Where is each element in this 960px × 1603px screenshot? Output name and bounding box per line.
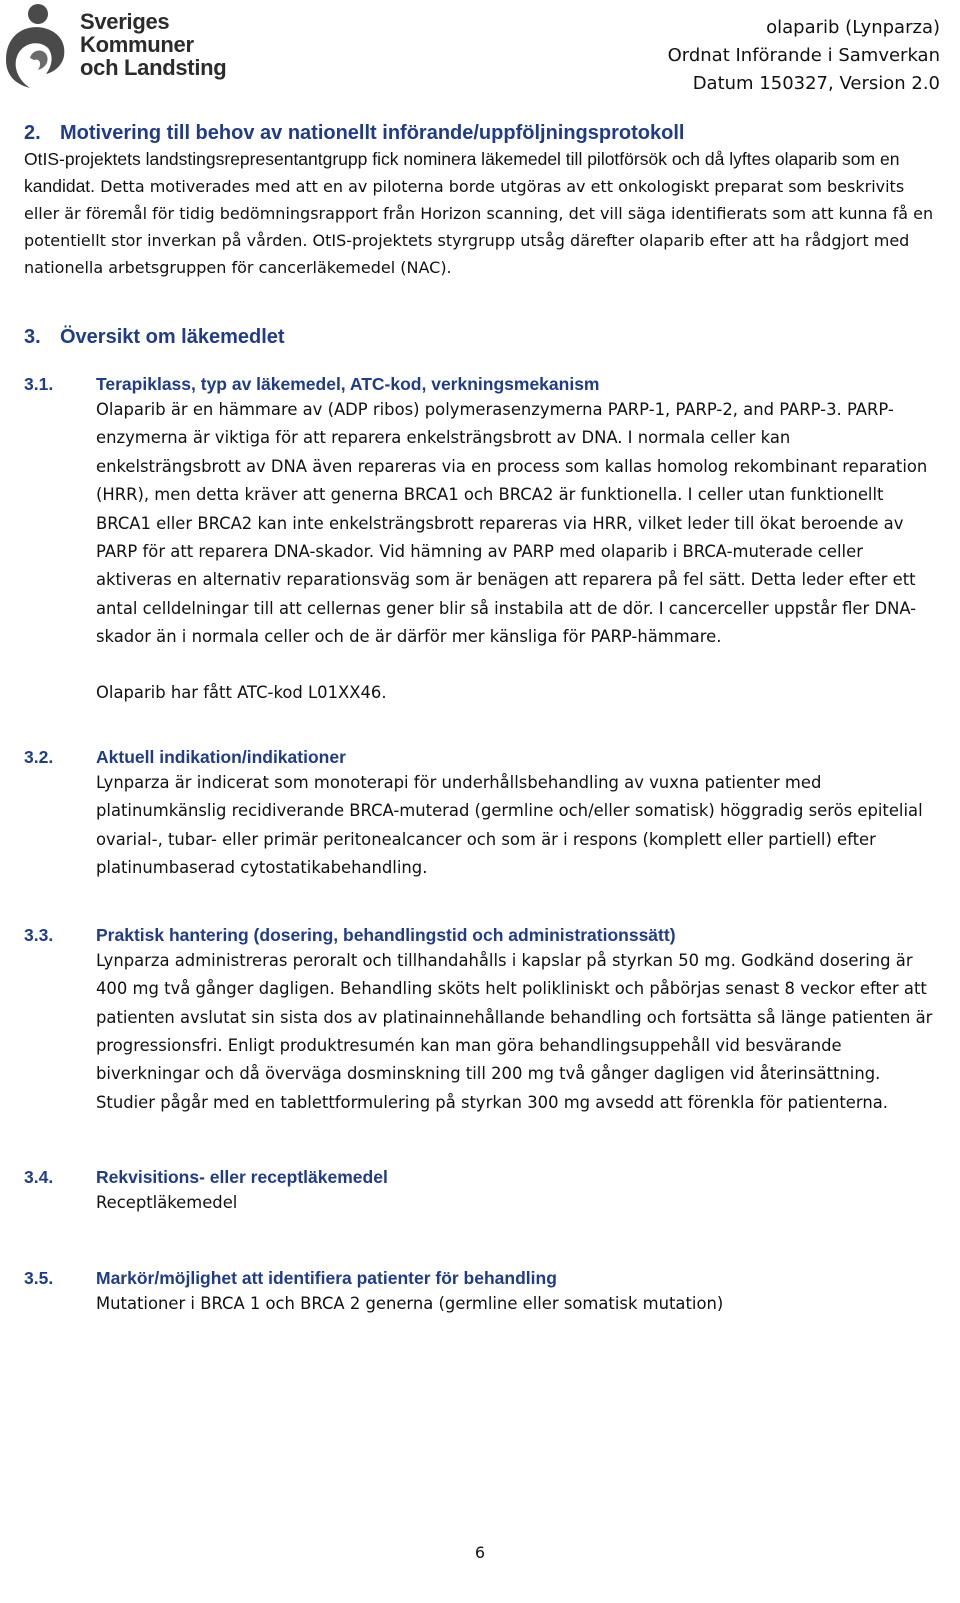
section-3-1-title: Terapiklass, typ av läkemedel, ATC-kod, verkningsmekanism	[96, 374, 600, 394]
page-number: 6	[474, 1543, 486, 1562]
document-body	[24, 120, 940, 1318]
logo-line-2: Kommuner	[80, 32, 194, 57]
section-3-5-number: 3.5.	[24, 1267, 54, 1288]
section-3-1-number: 3.1.	[24, 374, 54, 394]
section-3-4	[24, 1165, 940, 1217]
section-3-3-title: Praktisk hantering (dosering, behandlingstid och administrationssätt)	[96, 924, 676, 945]
section-3-5-title: Markör/möjlighet att identifiera patienter för behandling	[96, 1267, 557, 1288]
section-3-5	[24, 1266, 940, 1318]
section-3-1	[24, 372, 940, 707]
section-2-number: 2.	[24, 122, 41, 144]
document-meta	[668, 14, 940, 98]
section-3-3-text: Lynparza administreras peroralt och tillhandahålls i kapslar på styrkan 50 mg. Godkänd dosering är 400 mg två gånger dagligen. Behandling sköts helt polikliniskt och påbörjas senast 8 veckor efter att patienten avslutat sin sista dos av platinainnehållande behandling och fortsätta så länge patienten är progressionsfri. Enligt produktresumén kan man göra behandlingsuppehåll vid besvärande biverkningar och då överväga dosminskning till 200 mg två gånger dagligen vid återinsättning. Studier pågår med en tablettformulering på styrkan 300 mg avsedd att förenkla för patienterna.	[96, 950, 933, 1112]
section-3-2-text: Lynparza är indicerat som monoterapi för underhållsbehandling av vuxna patienter med platinumkänslig recidiverande BRCA-muterad (germline och/eller somatisk) höggradig serös epitelial ovarial-, tubar- eller primär peritonealcancer och som är i respons (komplett eller partiell) efter platinumbaserad cytostatikabehandling.	[96, 773, 923, 878]
section-3-4-title: Rekvisitions- eller receptläkemedel	[96, 1167, 388, 1188]
skl-logo	[0, 0, 230, 92]
section-3-2	[24, 745, 940, 883]
section-2-paragraph	[24, 146, 940, 281]
section-3-1-atc: Olaparib har fått ATC-kod L01XX46.	[96, 682, 387, 702]
program-name: Ordnat Införande i Samverkan	[667, 45, 940, 66]
section-2-heading	[24, 120, 940, 146]
logo-line-1: Sveriges	[80, 9, 170, 34]
section-3-heading	[24, 324, 940, 350]
section-3-2-title: Aktuell indikation/indikationer	[96, 747, 346, 768]
section-3-3-number: 3.3.	[24, 924, 54, 945]
drug-name: olaparib (Lynparza)	[766, 17, 940, 38]
section-3-2-number: 3.2.	[24, 747, 54, 768]
section-3-title: Översikt om läkemedlet	[60, 326, 285, 348]
section-3-number: 3.	[24, 326, 41, 348]
date-version: Datum 150327, Version 2.0	[692, 73, 940, 94]
section-3	[24, 324, 940, 1318]
section-3-1-text: Olaparib är en hämmare av (ADP ribos) polymerasenzymerna PARP-1, PARP-2, and PARP-3. PARP-enzymerna är viktiga för att reparera enkelsträngsbrott av DNA. I normala celler kan enkelsträngsbrott av DNA även repareras via en process som kallas homolog rekombinant reparation (HRR), men detta kräver att generna BRCA1 och BRCA2 är funktionella. I celler utan funktionellt BRCA1 eller BRCA2 kan inte enkelsträngsbrott repareras via HRR, vilket leder till ökat beroende av PARP för att reparera DNA-skador. Vid hämning av PARP med olaparib i BRCA-muterade celler aktiveras en alternativ reparationsväg som är benägen att reparera på fel sätt. Detta leder efter ett antal celldelningar till att cellernas gener blir så instabila att de dör. I cancerceller uppstår fler DNA-skador än i normala celler och de är därför mer känsliga för PARP-hämmare.	[96, 400, 928, 647]
section-3-4-number: 3.4.	[24, 1167, 54, 1188]
section-3-5-text: Mutationer i BRCA 1 och BRCA 2 generna (germline eller somatisk mutation)	[96, 1293, 724, 1313]
logo-line-3: och Landsting	[80, 55, 227, 80]
skl-logo-wordmark	[80, 10, 226, 79]
skl-logo-mark-icon	[0, 0, 72, 92]
section-2-title: Motivering till behov av nationellt införande/uppföljningsprotokoll	[60, 122, 685, 144]
section-2	[24, 120, 940, 281]
section-3-4-text: Receptläkemedel	[96, 1193, 238, 1213]
section-2-text-b: Detta motiverades med att en av piloterna borde utgöras av ett onkologiskt preparat som beskrivits eller är föremål för tidig bedömningsrapport från Horizon scanning, det vill säga identifierats som att kunna få en potentiellt stor inverkan på vården. OtIS-projektets styrgrupp utsåg därefter olaparib efter att ha rådgjort med nationella arbetsgruppen för cancerläkemedel (NAC).	[24, 177, 934, 277]
section-2-text-a: OtIS-projektets landstingsrepresentantgrupp fick nominera läkemedel till pilotförsök och då lyftes olaparib som en kandidat.	[24, 149, 900, 196]
section-3-3	[24, 923, 940, 1117]
